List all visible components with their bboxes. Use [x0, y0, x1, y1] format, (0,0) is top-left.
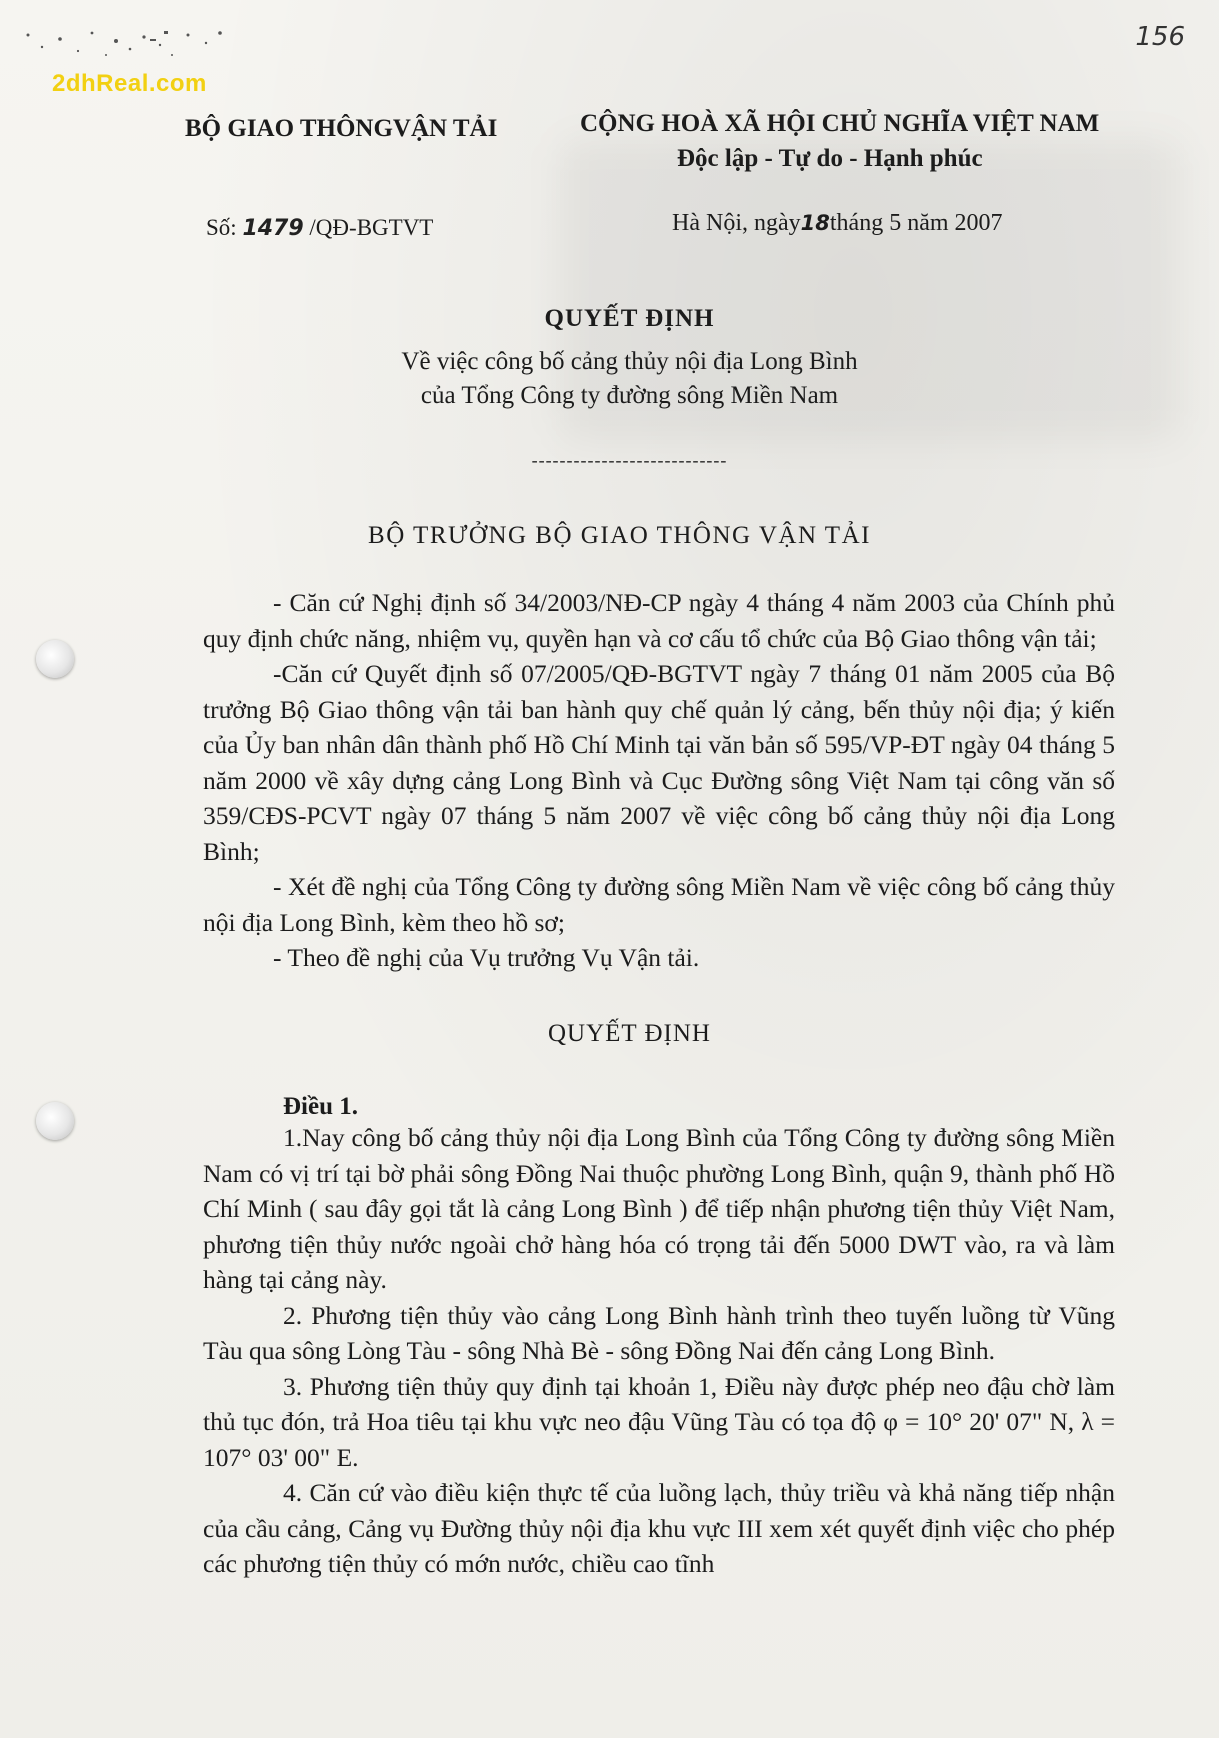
republic-name: CỘNG HOÀ XÃ HỘI CHỦ NGHĨA VIỆT NAM [580, 110, 1100, 137]
article-1-heading: Điều 1. [283, 1093, 358, 1120]
title-divider: ---------------------------- [531, 450, 728, 470]
issuing-authority: BỘ TRƯỞNG BỘ GIAO THÔNG VẬN TẢI [368, 522, 871, 549]
article-clause: 2. Phương tiện thủy vào cảng Long Bình hành trình theo tuyến luồng từ Vũng Tàu qua sông Lòng Tàu - sông Nhà Bè - sông Đồng Nai đến cảng Long Bình. [203, 1300, 1115, 1365]
article-1-body [203, 1120, 1115, 1582]
ministry-name: BỘ GIAO THÔNGVẬN TẢI [185, 115, 498, 142]
punch-hole-top [36, 640, 74, 678]
decision-title: QUYẾT ĐỊNH [544, 305, 715, 332]
date-prefix: Hà Nội, ngày [672, 210, 801, 236]
decision-subject-line-2: của Tổng Công ty đường sông Miền Nam [420, 382, 839, 409]
number-prefix: Số: [206, 215, 237, 240]
article-clause: 4. Căn cứ vào điều kiện thực tế của luồng lạch, thủy triều và khả năng tiếp nhận của cầu cảng, Cảng vụ Đường thủy nội địa khu vực III xem xét quyết định việc cho phép các phương tiện thủy có mớn nước, chiều cao tĩnh [203, 1478, 1115, 1578]
date-day-handwritten: 18 [800, 211, 830, 235]
preamble-paragraph: - Xét đề nghị của Tổng Công ty đường sông Miền Nam về việc công bố cảng thủy nội địa Long Bình, kèm theo hồ sơ; [203, 872, 1115, 937]
scan-noise [20, 25, 230, 65]
article-clause: 1.Nay công bố cảng thủy nội địa Long Bình của Tổng Công ty đường sông Miền Nam có vị trí tại bờ phải sông Đồng Nai thuộc phường Long Bình, quận 9, thành phố Hồ Chí Minh ( sau đây gọi tắt là cảng Long Bình ) để tiếp nhận phương tiện thủy Việt Nam, phương tiện thủy nước ngoài chở hàng hóa có trọng tải đến 5000 DWT vào, ra và làm hàng tại cảng này. [203, 1123, 1115, 1294]
preamble-paragraph: - Theo đề nghị của Vụ trưởng Vụ Vận tải. [273, 943, 700, 972]
date-suffix: tháng 5 năm 2007 [829, 210, 1003, 236]
national-motto: Độc lập - Tự do - Hạnh phúc [677, 145, 983, 172]
document-number [206, 215, 433, 241]
preamble-paragraph: - Căn cứ Nghị định số 34/2003/NĐ-CP ngày 4 tháng 4 năm 2003 của Chính phủ quy định chức năng, nhiệm vụ, quyền hạn và cơ cấu tổ chức của Bộ Giao thông vận tải; [203, 588, 1115, 653]
preamble-paragraph: -Căn cứ Quyết định số 07/2005/QĐ-BGTVT ngày 7 tháng 01 năm 2005 của Bộ trưởng Bộ Giao thông vận tải ban hành quy chế quản lý cảng, bến thủy nội địa; ý kiến của Ủy ban nhân dân thành phố Hồ Chí Minh tại văn bản số 595/VP-ĐT ngày 04 tháng 5 năm 2000 về xây dựng cảng Long Bình và Cục Đường sông Việt Nam tại công văn số 359/CĐS-PCVT ngày 07 tháng 5 năm 2007 về việc công bố cảng thủy nội địa Long Bình; [203, 659, 1115, 866]
page-number: 156 [1135, 22, 1185, 52]
decision-subject-line-1: Về việc công bố cảng thủy nội địa Long Bình [401, 348, 858, 375]
punch-hole-bottom [36, 1102, 74, 1140]
number-handwritten: 1479 [242, 216, 304, 241]
preamble [203, 585, 1115, 976]
decision-heading: QUYẾT ĐỊNH [548, 1020, 711, 1047]
number-suffix: /QĐ-BGTVT [309, 215, 434, 240]
article-clause: 3. Phương tiện thủy quy định tại khoản 1, Điều này được phép neo đậu chờ làm thủ tục đón, trả Hoa tiêu tại khu vực neo đậu Vũng Tàu có tọa độ φ = 10° 20' 07" N, λ = 107° 03' 00" E. [203, 1371, 1115, 1472]
document-date [672, 210, 1003, 237]
site-watermark: 2dhReal.com [52, 70, 207, 97]
